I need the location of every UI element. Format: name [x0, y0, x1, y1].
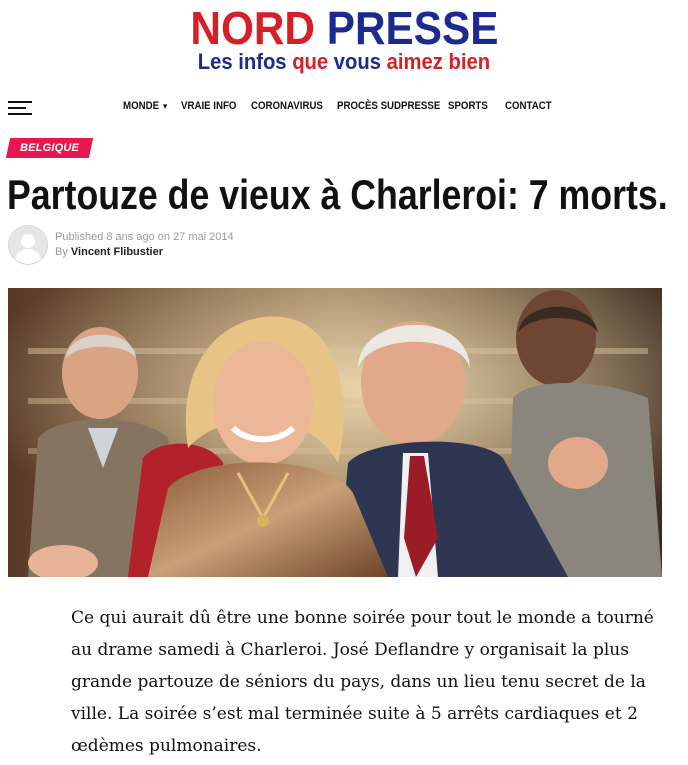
- nav-item-label: MONDE: [123, 100, 160, 112]
- nav-item-proces-sudpresse[interactable]: PROCÈS SUDPRESSE: [337, 100, 441, 112]
- logo-word-nord: NORD: [189, 2, 315, 54]
- published-date: 27 mai 2014: [173, 231, 234, 243]
- published-prefix: Published: [55, 231, 107, 243]
- published-line: [55, 230, 234, 245]
- main-nav: [0, 100, 688, 116]
- hero-image: [8, 288, 662, 577]
- article-body: Ce qui aurait dû être une bonne soirée pour tout le monde a tourné au drame samedi à Charleroi. José Deflandre y organisait la plus grande partouze de séniors du pays, dans un lieu tenu secret de la ville. La soirée s’est mal terminée suite à 5 arrêts cardiaques et 2 œdèmes pulmonaires.: [71, 608, 654, 756]
- article-meta: [55, 230, 234, 260]
- article-title: Partouze de vieux à Charleroi: 7 morts.: [7, 171, 668, 218]
- tagline-part-1: Les infos: [197, 49, 293, 74]
- by-prefix: By: [55, 246, 71, 258]
- user-avatar-icon[interactable]: [8, 225, 48, 265]
- chevron-down-icon: ▼: [161, 102, 169, 111]
- nav-item-sports[interactable]: SPORTS: [448, 100, 488, 112]
- nav-item-monde[interactable]: [123, 100, 169, 112]
- category-badge[interactable]: [6, 138, 93, 158]
- nav-item-contact[interactable]: CONTACT: [505, 100, 552, 112]
- author-line: [55, 245, 234, 260]
- category-label: BELGIQUE: [20, 142, 80, 154]
- author-link[interactable]: Vincent Flibustier: [70, 246, 163, 258]
- published-on: on: [154, 231, 174, 243]
- nav-item-coronavirus[interactable]: CORONAVIRUS: [251, 100, 323, 112]
- published-ago: 8 ans ago: [106, 231, 155, 243]
- logo-main: [190, 4, 498, 52]
- tagline-part-3: vous: [333, 49, 387, 74]
- tagline-part-2: que: [292, 49, 334, 74]
- logo-word-presse: PRESSE: [326, 2, 499, 54]
- logo-tagline: [198, 50, 490, 74]
- site-logo[interactable]: [0, 4, 688, 74]
- tagline-part-4: aimez bien: [386, 49, 491, 74]
- nav-item-vraie-info[interactable]: VRAIE INFO: [181, 100, 237, 112]
